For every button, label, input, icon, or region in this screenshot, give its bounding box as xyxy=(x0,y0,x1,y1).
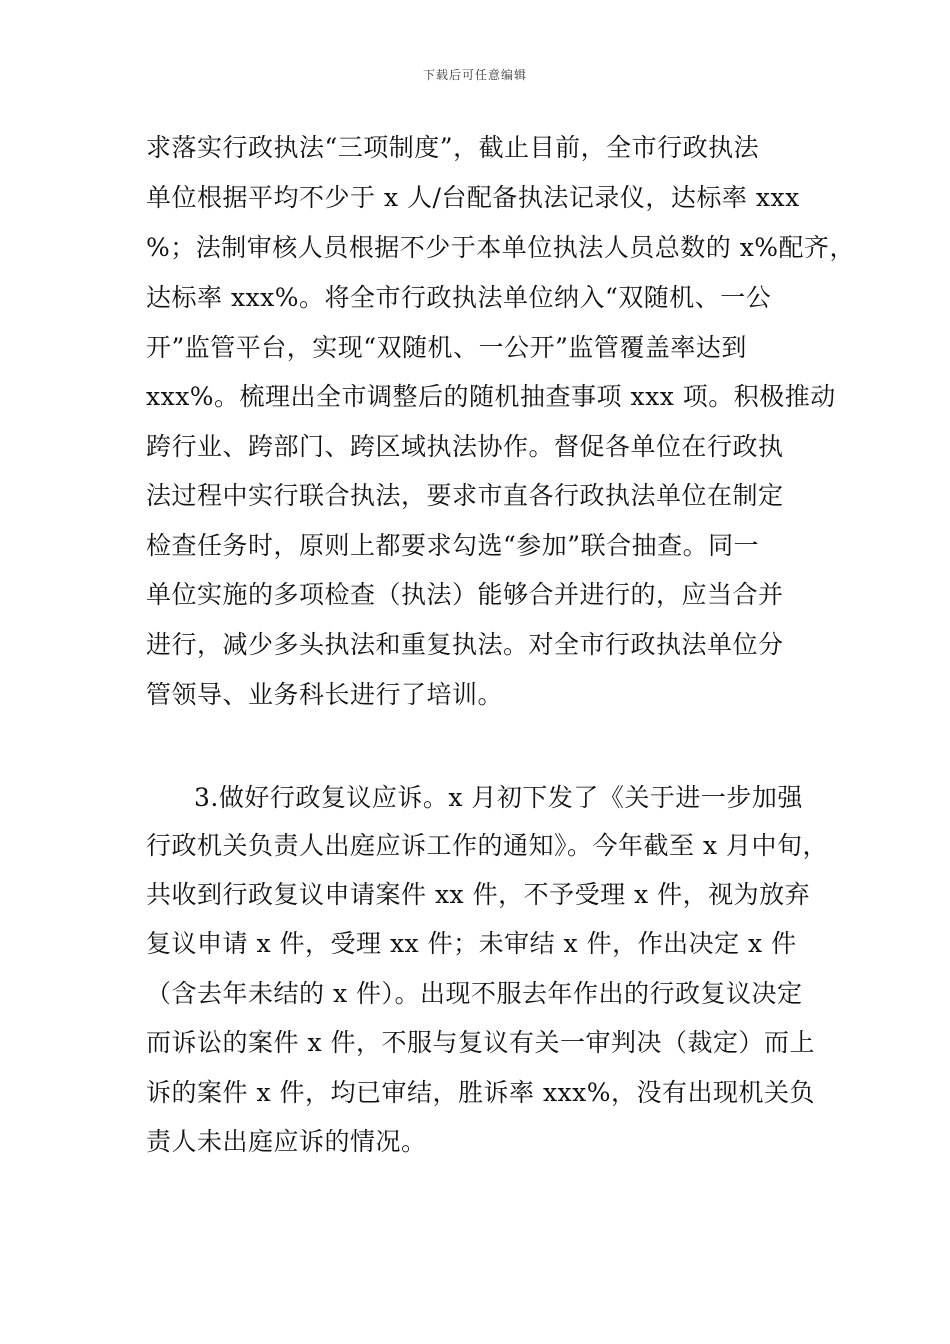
paragraph-line: 单位根据平均不少于 x 人/台配备执法记录仪，达标率 xxx xyxy=(146,183,800,212)
paragraph-line: 管领导、业务科长进行了培训。 xyxy=(146,680,504,709)
paragraph-line: 开”监管平台，实现“双随机、一公开”监管覆盖率达到 xyxy=(146,333,747,362)
paragraph-line: 而诉讼的案件 x 件，不服与复议有关一审判决（裁定）而上 xyxy=(146,1028,815,1057)
paragraph-line: xxx%。梳理出全市调整后的随机抽查事项 xxx 项。积极推动 xyxy=(146,382,836,411)
paragraph-line: 诉的案件 x 件，均已审结，胜诉率 xxx%，没有出现机关负 xyxy=(146,1078,815,1107)
paragraph-line: 达标率 xxx%。将全市行政执法单位纳入“双随机、一公 xyxy=(146,283,772,312)
paragraph-line: （含去年未结的 x 件）。出现不服去年作出的行政复议决定 xyxy=(146,979,803,1008)
paragraph-line: 法过程中实行联合执法，要求市直各行政执法单位在制定 xyxy=(146,481,784,510)
paragraph-line: 进行，减少多头执法和重复执法。对全市行政执法单位分 xyxy=(146,630,784,659)
paragraph-line: 共收到行政复议申请案件 xx 件，不予受理 x 件，视为放弃 xyxy=(146,880,811,909)
paragraph-line: 3.做好行政复议应诉。x 月初下发了《关于进一步加强 xyxy=(194,783,803,812)
paragraph-line: 跨行业、跨部门、跨区域执法协作。督促各单位在行政执 xyxy=(146,432,784,461)
page-header: 下载后可任意编辑 xyxy=(422,68,527,82)
paragraph-line: 单位实施的多项检查（执法）能够合并进行的，应当合并 xyxy=(146,580,784,609)
paragraph-line: 行政机关负责人出庭应诉工作的通知》。今年截至 x 月中旬， xyxy=(146,831,828,860)
paragraph-line: 检查任务时，原则上都要求勾选“参加”联合抽查。同一 xyxy=(146,531,760,560)
paragraph-line: 求落实行政执法“三项制度”，截止目前，全市行政执法 xyxy=(146,133,760,162)
paragraph-line: 复议申请 x 件，受理 xx 件；未审结 x 件，作出决定 x 件 xyxy=(146,929,797,958)
paragraph-line: %；法制审核人员根据不少于本单位执法人员总数的 x%配齐， xyxy=(146,233,856,262)
paragraph-line: 责人未出庭应诉的情况。 xyxy=(146,1127,427,1156)
